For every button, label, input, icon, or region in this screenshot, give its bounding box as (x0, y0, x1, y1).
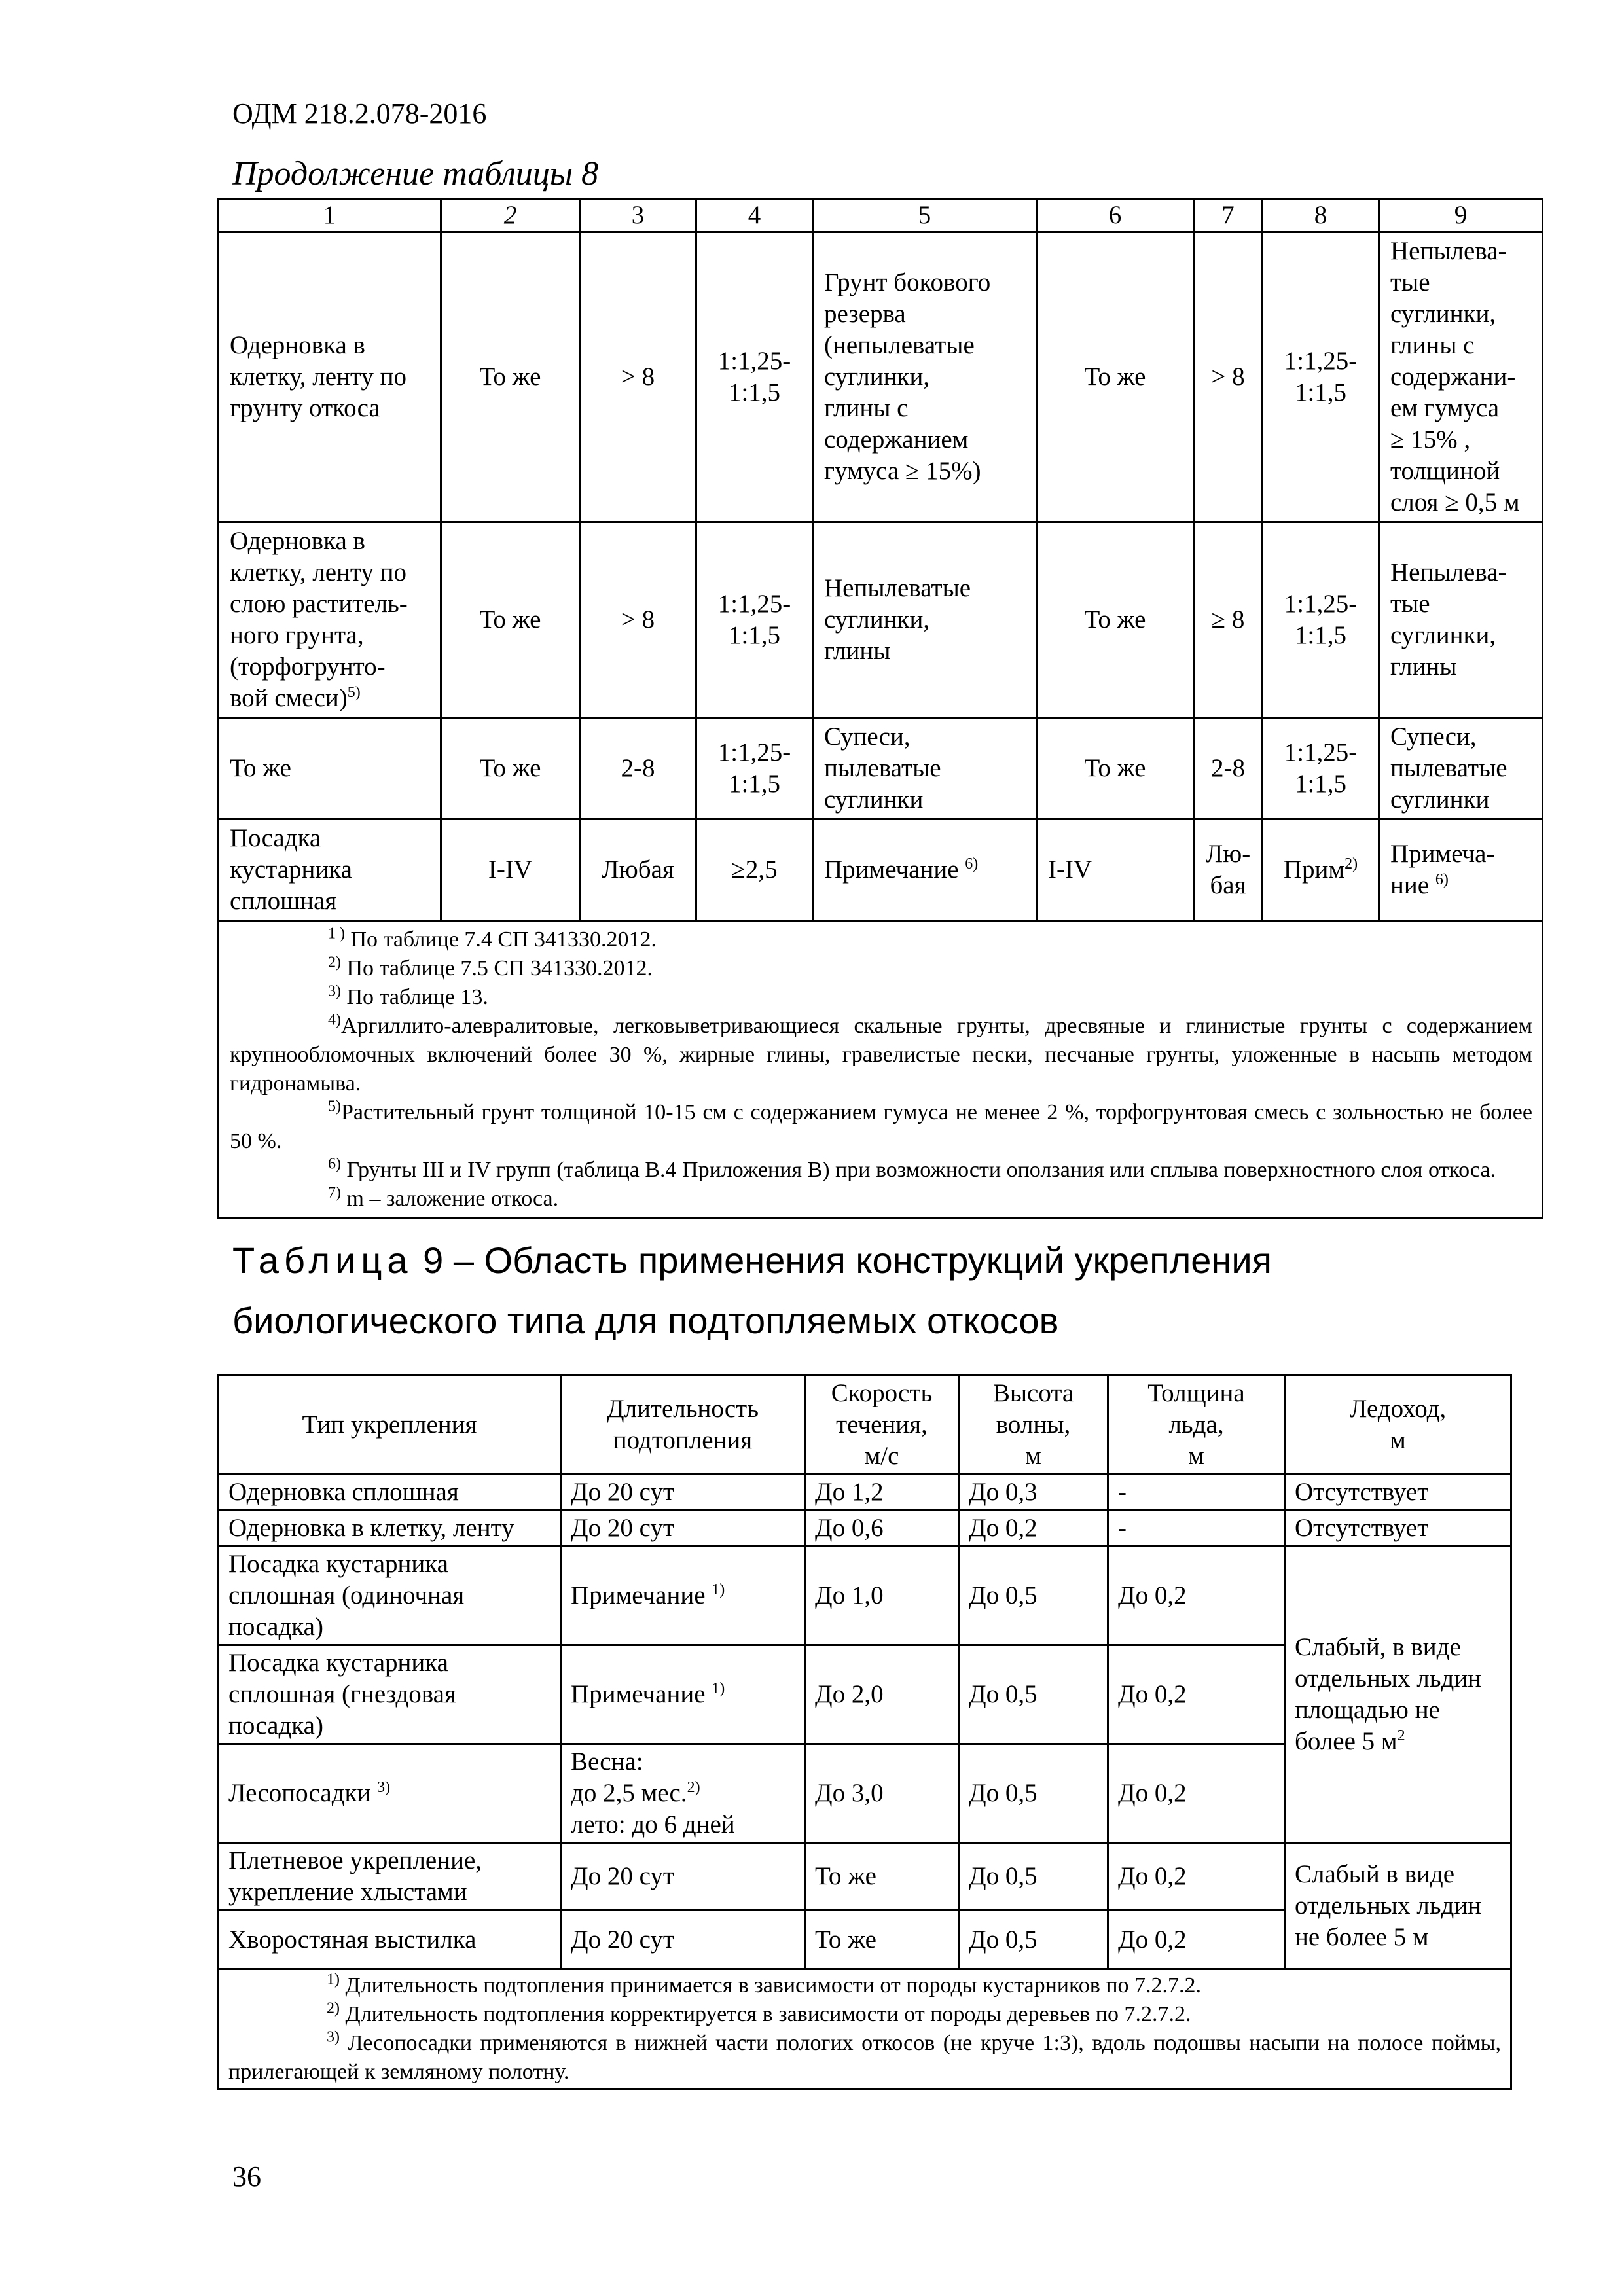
column-number: 8 (1263, 199, 1379, 232)
cell-line: Супеси, (1390, 723, 1477, 751)
cell-type (219, 522, 441, 718)
footnote (230, 1012, 1532, 1098)
footnote (228, 1971, 1501, 2000)
table-9-title-text: 9 – Область применения конструкций укрепления биологического типа для подтопляемых откосов (232, 1240, 1272, 1341)
cell-wave: До 0,3 (959, 1475, 1108, 1511)
cell (813, 819, 1037, 921)
cell: То же (441, 232, 580, 522)
column-number: 4 (696, 199, 813, 232)
cell-line: сплошная (230, 887, 337, 915)
notes-row (219, 1969, 1511, 2089)
cell-duration: До 20 сут (561, 1475, 805, 1511)
cell-speed: То же (805, 1843, 959, 1910)
cell-line: грунту откоса (230, 394, 380, 422)
cell-text: Слабый, в виде отдельных льдин площадью не более 5 м (1295, 1633, 1482, 1755)
footnote-text: По таблице 7.4 СП 341330.2012. (345, 927, 657, 952)
cell-line: 1:1,5 (1294, 770, 1347, 798)
cell-type (219, 819, 441, 921)
cell (1263, 718, 1379, 819)
cell-type: Одерновка в клетку, ленту (219, 1511, 561, 1547)
cell-duration: До 20 сут (561, 1511, 805, 1547)
cell-line: 1:1,5 (728, 621, 781, 649)
column-number: 6 (1037, 199, 1194, 232)
cell-line: Прим (1283, 855, 1345, 884)
superscript: 2 (1397, 1727, 1405, 1744)
table-9-title-word: Таблица (232, 1240, 413, 1281)
cell-line: содержанием (824, 425, 969, 454)
cell-line: 1:1,25- (717, 347, 791, 375)
cell (696, 232, 813, 522)
cell-type: Плетневое укрепление, укрепление хлыстами (219, 1843, 561, 1910)
cell (1379, 819, 1543, 921)
cell-line: суглинки, (824, 363, 930, 391)
footnote (230, 1185, 1532, 1213)
cell-line: Примечание (571, 1581, 706, 1609)
cell-line: лето: до 6 дней (571, 1810, 735, 1839)
cell (813, 522, 1037, 718)
cell-line: 1:1,25- (1284, 738, 1358, 766)
cell-line: 1:1,25- (717, 738, 791, 766)
cell-ice: До 0,2 (1108, 1910, 1285, 1969)
table-header-row (219, 1376, 1511, 1475)
cell-speed: То же (805, 1910, 959, 1969)
cell-wave: До 0,2 (959, 1511, 1108, 1547)
cell-line: 1:1,25- (717, 590, 791, 618)
footnote-ref: 6) (1435, 871, 1449, 888)
cell-line: глины с (1390, 331, 1475, 359)
footnote-text: Грунты III и IV групп (таблица В.4 Приложения В) при возможности оползания или сплыва поверхностного слоя откоса. (341, 1158, 1496, 1182)
column-number: 1 (219, 199, 441, 232)
cell-ice: До 0,2 (1108, 1744, 1285, 1843)
table-row (219, 718, 1543, 819)
cell-line: Грунт бокового (824, 268, 991, 296)
cell: I-IV (1037, 819, 1194, 921)
cell-wave: До 0,5 (959, 1645, 1108, 1744)
cell-line: резерва (824, 300, 906, 328)
footnote (230, 925, 1532, 954)
footnote-text: Длительность подтопления корректируется в зависимости от породы деревьев по 7.2.7.2. (340, 2002, 1191, 2026)
cell-ice: - (1108, 1475, 1285, 1511)
cell-line: клетку, ленту по (230, 363, 407, 391)
cell-wave: До 0,5 (959, 1910, 1108, 1969)
cell: То же (1037, 232, 1194, 522)
cell-line: суглинки (824, 785, 924, 814)
cell: I-IV (441, 819, 580, 921)
column-header: Высота волны, м (959, 1376, 1108, 1475)
cell-line: ние (1390, 871, 1430, 899)
column-number: 5 (813, 199, 1037, 232)
cell-wave: До 0,5 (959, 1843, 1108, 1910)
cell-type (219, 232, 441, 522)
cell: То же (441, 718, 580, 819)
cell (1379, 718, 1543, 819)
cell (696, 522, 813, 718)
cell: 2-8 (1194, 718, 1263, 819)
cell-duration: До 20 сут (561, 1910, 805, 1969)
footnote-ref: 3) (377, 1779, 391, 1796)
cell-line: Непылеватые (824, 574, 971, 602)
cell-type (219, 1744, 561, 1843)
footnote-text: Длительность подтопления принимается в зависимости от породы кустарников по 7.2.7.2. (340, 1973, 1202, 1998)
cell-duration (561, 1645, 805, 1744)
cell-line: Супеси, (824, 723, 911, 751)
column-number-row (219, 199, 1543, 232)
cell (696, 718, 813, 819)
notes-row (219, 921, 1543, 1219)
cell-line: 1:1,5 (1294, 621, 1347, 649)
cell: Лю- бая (1194, 819, 1263, 921)
footnote-text: По таблице 13. (341, 985, 488, 1009)
cell-line: кустарника (230, 855, 352, 884)
footnote-text: По таблице 7.5 СП 341330.2012. (341, 956, 653, 980)
cell-line: глины (1390, 653, 1457, 681)
cell-type: То же (219, 718, 441, 819)
footnote-mark: 3) (327, 2028, 340, 2046)
cell-line: 1:1,5 (728, 770, 781, 798)
column-header: Тип укрепления (219, 1376, 561, 1475)
column-number: 3 (580, 199, 696, 232)
footnote-mark: 1) (327, 1971, 340, 1988)
cell-line: гумуса ≥ 15%) (824, 457, 981, 485)
cell-line: Одерновка в (230, 527, 365, 555)
document-code: ОДМ 218.2.078-2016 (232, 98, 487, 130)
footnote-text: m – заложение откоса. (341, 1187, 559, 1211)
footnote-text: Аргиллито-алевралитовые, легковыветривающиеся скальные грунты, дресвяные и глинистые грунты с содержанием крупнообломочных включений более 30 %, жирные глины, гравелистые пески, песчаные грунты, уложенные в насыпь методом гидронамыва. (230, 1014, 1532, 1096)
cell-drift-merged: Слабый в виде отдельных льдин не более 5 м (1285, 1843, 1511, 1969)
cell-type: Посадка кустарника сплошная (одиночная посадка) (219, 1547, 561, 1645)
cell-speed: До 3,0 (805, 1744, 959, 1843)
cell-drift-merged (1285, 1547, 1511, 1843)
cell-line: Посадка (230, 824, 321, 852)
cell-line: Одерновка в (230, 331, 365, 359)
cell-ice: До 0,2 (1108, 1547, 1285, 1645)
cell-speed: До 1,0 (805, 1547, 959, 1645)
cell-line: слоя ≥ 0,5 м (1390, 488, 1520, 516)
cell-ice: До 0,2 (1108, 1645, 1285, 1744)
cell-speed: До 0,6 (805, 1511, 959, 1547)
cell-drift: Отсутствует (1285, 1511, 1511, 1547)
cell-line: ного грунта, (230, 621, 364, 649)
column-number: 9 (1379, 199, 1543, 232)
footnote-text: Лесопосадки применяются в нижней части пологих откосов (не круче 1:3), вдоль подошвы насыпи на полосе поймы, прилегающей к земляному полотну. (228, 2031, 1501, 2084)
cell-line: тые (1390, 590, 1430, 618)
cell: 2-8 (580, 718, 696, 819)
cell-line: глины (824, 637, 891, 665)
cell: То же (1037, 522, 1194, 718)
table-row (219, 1511, 1511, 1547)
cell (813, 232, 1037, 522)
cell (1263, 819, 1379, 921)
footnote-ref: 1) (712, 1680, 725, 1697)
table-notes (219, 921, 1543, 1219)
column-number: 7 (1194, 199, 1263, 232)
column-number: 2 (441, 199, 580, 232)
footnote-mark: 2) (327, 2000, 340, 2017)
cell (813, 718, 1037, 819)
cell-line: содержани- (1390, 363, 1516, 391)
cell: Любая (580, 819, 696, 921)
cell-line: Весна: (571, 1748, 643, 1776)
footnote-mark: 1 ) (328, 925, 345, 942)
column-header: Толщина льда, м (1108, 1376, 1285, 1475)
table-9 (217, 1374, 1512, 2090)
cell-line: пылеватые (824, 754, 941, 782)
cell-line: суглинки (1390, 785, 1490, 814)
cell-ice: - (1108, 1511, 1285, 1547)
footnote-mark: 3) (328, 982, 341, 1000)
cell-line: 1:1,25- (1284, 590, 1358, 618)
continuation-title: Продолжение таблицы 8 (232, 155, 599, 192)
cell: ≥ 8 (1194, 522, 1263, 718)
column-header: Ледоход, м (1285, 1376, 1511, 1475)
cell-line: до 2,5 мес. (571, 1779, 687, 1807)
cell: То же (441, 522, 580, 718)
footnote-ref: 1) (712, 1581, 725, 1598)
cell-line: Непылева- (1390, 558, 1507, 586)
cell-line: 1:1,25- (1284, 347, 1358, 375)
cell: > 8 (1194, 232, 1263, 522)
cell-line: (торфогрунто- (230, 653, 386, 681)
table-row (219, 819, 1543, 921)
cell-line: Примечание (571, 1680, 706, 1708)
footnote (230, 1156, 1532, 1185)
cell-line: толщиной (1390, 457, 1500, 485)
cell-wave: До 0,5 (959, 1744, 1108, 1843)
cell-type: Одерновка сплошная (219, 1475, 561, 1511)
cell-line: ем гумуса (1390, 394, 1499, 422)
table-notes (219, 1969, 1511, 2089)
cell-wave: До 0,5 (959, 1547, 1108, 1645)
table-9-title (232, 1230, 1542, 1351)
cell-line: слою раститель- (230, 590, 408, 618)
footnote-mark: 2) (328, 954, 341, 971)
cell-line: суглинки, (824, 605, 930, 634)
cell-duration: До 20 сут (561, 1843, 805, 1910)
cell-speed: До 2,0 (805, 1645, 959, 1744)
footnote (228, 2029, 1501, 2087)
footnote-mark: 7) (328, 1184, 341, 1202)
footnote-mark: 5) (328, 1098, 341, 1115)
cell-drift: Отсутствует (1285, 1475, 1511, 1511)
cell-line: вой смеси) (230, 684, 348, 712)
cell-line: суглинки, (1390, 621, 1496, 649)
cell (1263, 232, 1379, 522)
footnote-ref: 6) (965, 855, 979, 872)
column-header: Длительность подтопления (561, 1376, 805, 1475)
table-row (219, 522, 1543, 718)
footnote-ref: 2) (1344, 855, 1358, 872)
cell: То же (1037, 718, 1194, 819)
cell-line: 1:1,5 (728, 378, 781, 406)
table-row (219, 232, 1543, 522)
cell-line: пылеватые (1390, 754, 1507, 782)
footnote (230, 1098, 1532, 1156)
footnote-mark: 4) (328, 1011, 341, 1029)
footnote (230, 954, 1532, 983)
cell-ice: До 0,2 (1108, 1843, 1285, 1910)
cell-type: Посадка кустарника сплошная (гнездовая посадка) (219, 1645, 561, 1744)
cell-duration (561, 1744, 805, 1843)
cell-line: Примеча- (1390, 840, 1495, 868)
cell (1263, 522, 1379, 718)
cell-duration (561, 1547, 805, 1645)
cell-line: Примечание (824, 855, 959, 884)
cell-type: Хворостяная выстилка (219, 1910, 561, 1969)
cell: > 8 (580, 522, 696, 718)
cell: ≥2,5 (696, 819, 813, 921)
column-header: Скорость течения, м/с (805, 1376, 959, 1475)
cell-line: глины с (824, 394, 909, 422)
table-row (219, 1475, 1511, 1511)
cell-speed: До 1,2 (805, 1475, 959, 1511)
cell (1379, 522, 1543, 718)
table-row (219, 1547, 1511, 1645)
footnote-text: Растительный грунт толщиной 10-15 см с содержанием гумуса не менее 2 %, торфогрунтовая смесь с зольностью не более 50 %. (230, 1100, 1532, 1153)
page-number: 36 (232, 2161, 261, 2193)
cell-line: ≥ 15% , (1390, 425, 1471, 454)
footnote-ref: 2) (687, 1779, 700, 1796)
footnote-ref: 5) (347, 684, 361, 701)
cell-line: суглинки, (1390, 300, 1496, 328)
cell-line: Лесопосадки (228, 1779, 371, 1807)
table-row (219, 1843, 1511, 1910)
footnote (228, 2000, 1501, 2029)
table-8-continuation (217, 198, 1543, 1219)
cell-line: Непылева- (1390, 237, 1507, 265)
cell (1379, 232, 1543, 522)
cell: > 8 (580, 232, 696, 522)
cell-line: клетку, ленту по (230, 558, 407, 586)
cell-line: (непылеватые (824, 331, 975, 359)
cell-line: 1:1,5 (1294, 378, 1347, 406)
footnote (230, 983, 1532, 1012)
footnote-mark: 6) (328, 1155, 341, 1173)
cell-line: тые (1390, 268, 1430, 296)
